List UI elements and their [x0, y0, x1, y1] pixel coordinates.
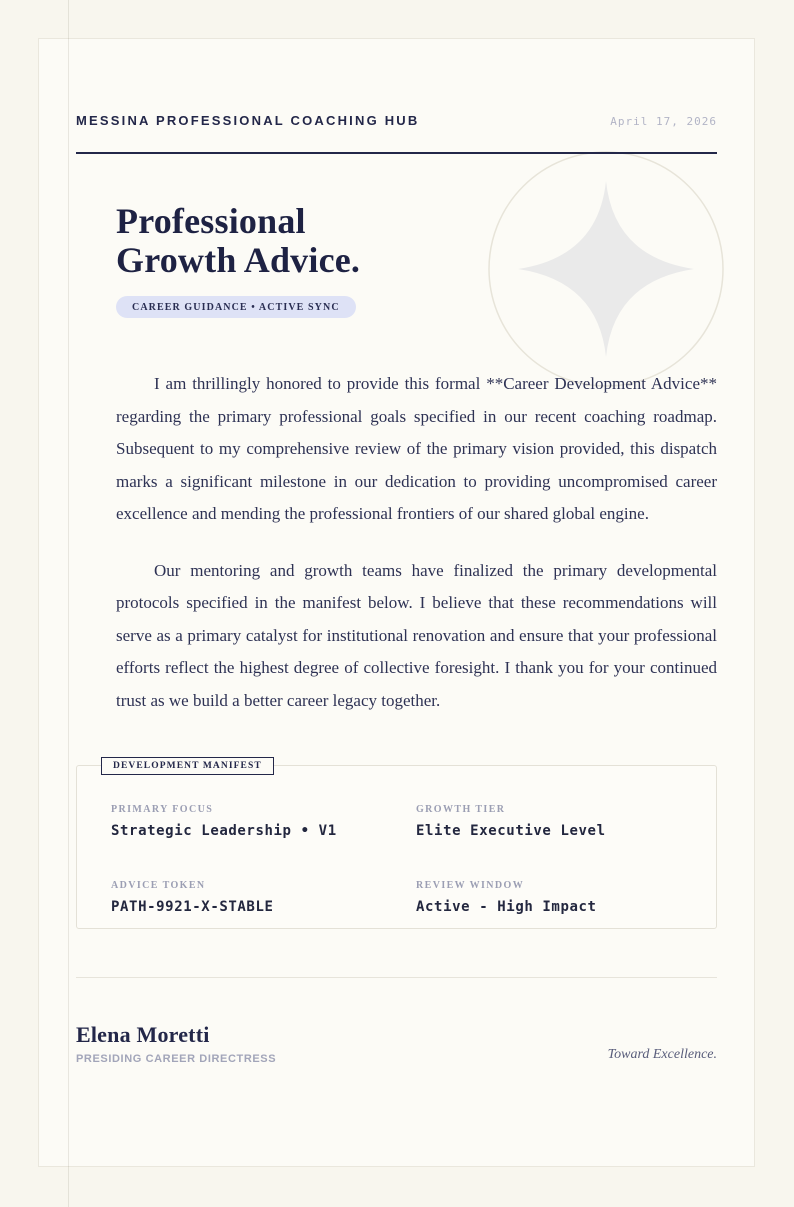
signature-name: Elena Moretti	[76, 1022, 210, 1047]
field-label: ADVICE TOKEN	[111, 880, 206, 891]
hero-section	[76, 202, 717, 318]
paragraph-1: I am thrillingly honored to provide this formal **Career Development Advice** regarding the primary professional goals specified in our recent coaching roadmap. Subsequent to my comprehensive review of the primary vision provided, this dispatch marks a significant milestone in our dedication to providing uncompromised career excellence and mending the professional frontiers of our shared global engine.	[116, 374, 717, 523]
paragraph-2: Our mentoring and growth teams have finalized the primary developmental protocols specified in the manifest below. I believe that these recommendations will serve as a primary catalyst for institutional renovation and ensure that your professional efforts reflect the highest degree of collective foresight. I thank you for your continued trust as we build a better career legacy together.	[116, 560, 717, 710]
letter-sheet	[38, 38, 755, 1167]
manifest-chip-label: DEVELOPMENT MANIFEST	[101, 757, 274, 775]
page-title	[116, 202, 717, 280]
document-date: April 17, 2026	[610, 115, 717, 128]
signature-title: PRESIDING CAREER DIRECTRESS	[76, 1053, 277, 1065]
development-manifest	[76, 761, 717, 929]
page-title-line1: Professional	[116, 201, 306, 241]
letter-body	[76, 368, 717, 717]
field-growth-tier	[416, 804, 682, 852]
letter-content	[39, 39, 754, 1166]
field-advice-token	[111, 880, 416, 928]
manifest-card	[76, 765, 717, 929]
field-primary-focus	[111, 804, 416, 852]
field-label: REVIEW WINDOW	[416, 880, 525, 891]
status-badge: CAREER GUIDANCE • ACTIVE SYNC	[116, 296, 356, 318]
field-value: Active - High Impact	[416, 899, 597, 915]
masthead	[76, 113, 717, 128]
org-name: MESSINA PROFESSIONAL COACHING HUB	[76, 113, 420, 128]
motto-text: Toward Excellence.	[607, 1047, 717, 1062]
field-label: GROWTH TIER	[416, 804, 506, 815]
field-label: PRIMARY FOCUS	[111, 804, 214, 815]
page-title-line2: Growth Advice.	[116, 240, 361, 280]
field-value: Elite Executive Level	[416, 823, 606, 839]
signature-block	[76, 1022, 717, 1065]
masthead-rule	[76, 152, 717, 154]
field-value: Strategic Leadership • V1	[111, 823, 337, 839]
field-review-window	[416, 880, 682, 928]
footer-divider	[76, 977, 717, 978]
signatory	[76, 1022, 276, 1065]
field-value: PATH-9921-X-STABLE	[111, 899, 274, 915]
